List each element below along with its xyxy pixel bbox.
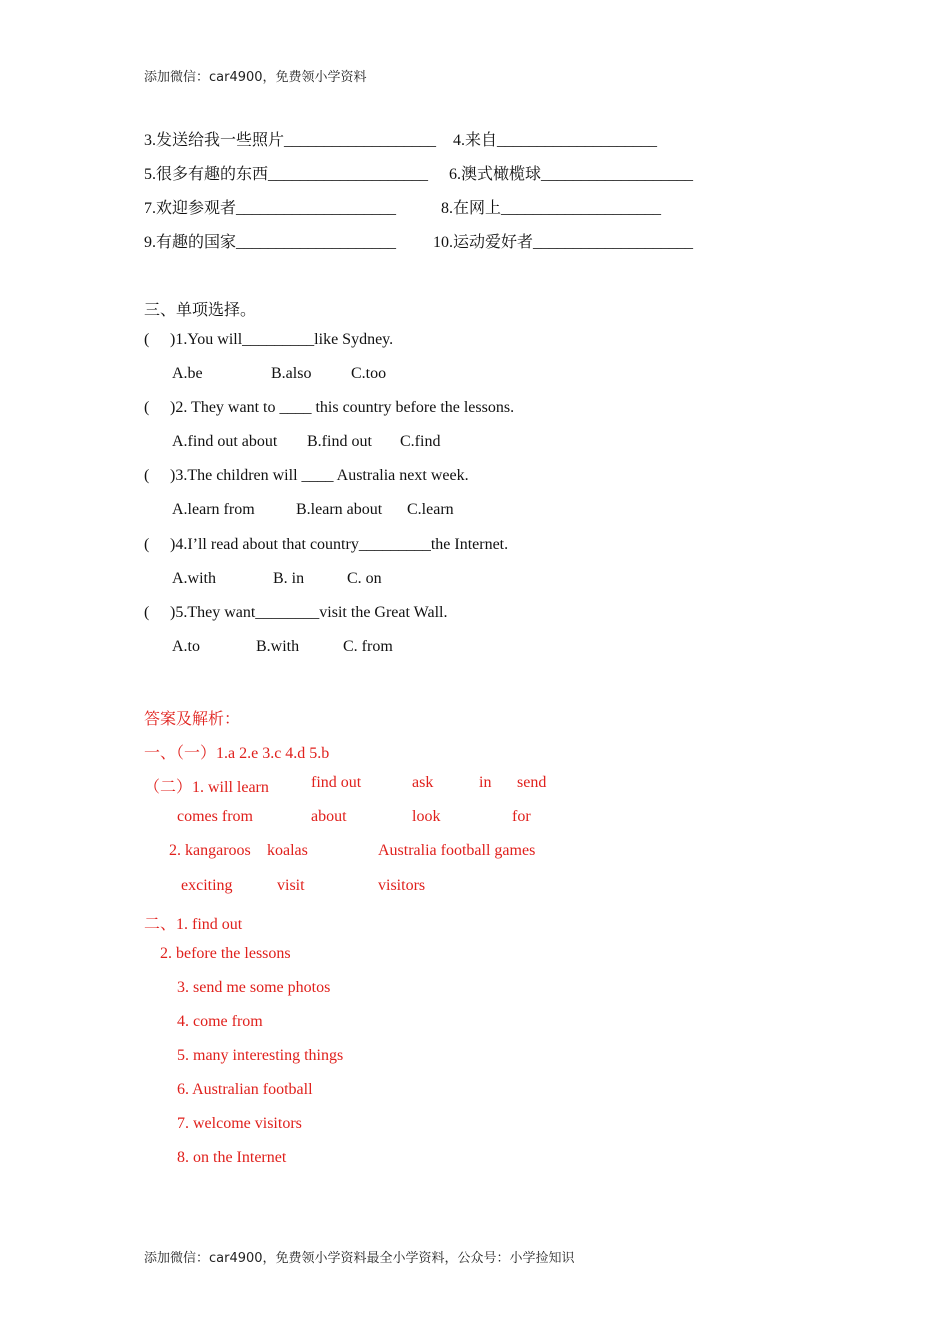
- answer-paren[interactable]: (: [144, 331, 150, 348]
- option-b[interactable]: B.find out: [307, 433, 372, 450]
- answer-paren[interactable]: (: [144, 604, 150, 621]
- answer-sec2-item: 3. send me some photos: [177, 979, 331, 996]
- option-b[interactable]: B. in: [273, 570, 305, 587]
- vocab-label: 6.澳式橄榄球: [449, 166, 542, 183]
- option-a[interactable]: A.learn from: [172, 501, 255, 518]
- answer-blank[interactable]: ___________________: [541, 166, 694, 183]
- answer-word: ask: [412, 774, 434, 791]
- answer-sec2-item: 8. on the Internet: [177, 1149, 287, 1166]
- vocab-item-9: [144, 229, 396, 252]
- vocab-item-6: [449, 161, 693, 184]
- option-c[interactable]: C.too: [351, 365, 387, 382]
- answer-paren[interactable]: (: [144, 536, 150, 553]
- vocab-item-8: [441, 195, 661, 218]
- vocab-item-5: [144, 161, 428, 184]
- answer-word: about: [311, 808, 347, 825]
- answer-blank[interactable]: ___________________: [284, 132, 437, 149]
- vocab-label: 9.有趣的国家: [144, 234, 237, 251]
- answer-sec2-item: 2. before the lessons: [160, 945, 291, 962]
- vocab-item-3: [144, 127, 436, 150]
- question-stem: )4.I’ll read about that country_________the Internet.: [170, 536, 509, 553]
- answer-word: look: [412, 808, 441, 825]
- answer-paren[interactable]: (: [144, 399, 150, 416]
- answer-sec2-item: 4. come from: [177, 1013, 263, 1030]
- option-b[interactable]: B.learn about: [296, 501, 383, 518]
- vocab-label: 3.发送给我一些照片: [144, 132, 285, 149]
- option-a[interactable]: A.find out about: [172, 433, 278, 450]
- question-stem: )2. They want to ____ this country before the lessons.: [170, 399, 515, 416]
- answer-part1: 一、（一）1.a 2.e 3.c 4.d 5.b: [144, 745, 330, 762]
- answer-blank[interactable]: ____________________: [533, 234, 694, 251]
- option-b[interactable]: B.with: [256, 638, 300, 655]
- answer-blank[interactable]: ____________________: [236, 200, 397, 217]
- option-c[interactable]: C.find: [400, 433, 441, 450]
- option-c[interactable]: C.learn: [407, 501, 454, 518]
- vocab-label: 5.很多有趣的东西: [144, 166, 269, 183]
- answer-sec2-label: 二、1. find out: [144, 916, 243, 933]
- option-b[interactable]: B.also: [271, 365, 312, 382]
- vocab-label: 10.运动爱好者: [433, 234, 534, 251]
- vocab-label: 4.来自: [453, 132, 498, 149]
- vocab-label: 7.欢迎参观者: [144, 200, 237, 217]
- option-a[interactable]: A.to: [172, 638, 200, 655]
- answer-word: for: [512, 808, 531, 825]
- option-c[interactable]: C. from: [343, 638, 393, 655]
- answer-sec2-item: 5. many interesting things: [177, 1047, 344, 1064]
- answer-word: send: [517, 774, 547, 791]
- answer-sec2-item: 6. Australian football: [177, 1081, 313, 1098]
- page-footer: 添加微信：car4900，免费领小学资料最全小学资料，公众号：小学捡知识: [144, 1251, 575, 1266]
- option-a[interactable]: A.be: [172, 365, 203, 382]
- answer-word: Australia football games: [378, 842, 536, 859]
- question-stem: )1.You will_________like Sydney.: [170, 331, 394, 348]
- vocab-item-4: [453, 127, 657, 150]
- question-stem: )5.They want________visit the Great Wall.: [170, 604, 448, 621]
- answer-word: 2. kangaroos: [169, 842, 251, 859]
- answer-word: find out: [311, 774, 362, 791]
- answer-part2-label: （二）1. will learn: [144, 779, 269, 796]
- answer-blank[interactable]: ____________________: [268, 166, 429, 183]
- question-stem: )3.The children will ____ Australia next week.: [170, 467, 469, 484]
- answer-blank[interactable]: ____________________: [236, 234, 397, 251]
- vocab-item-7: [144, 195, 396, 218]
- page-header: 添加微信：car4900，免费领小学资料: [144, 70, 367, 85]
- answer-key-title: 答案及解析：: [144, 711, 241, 728]
- answer-paren[interactable]: (: [144, 467, 150, 484]
- answer-word: visitors: [378, 877, 426, 894]
- answer-blank[interactable]: ____________________: [497, 132, 658, 149]
- answer-word: exciting: [181, 877, 233, 894]
- vocab-label: 8.在网上: [441, 200, 502, 217]
- answer-blank[interactable]: ____________________: [501, 200, 662, 217]
- option-a[interactable]: A.with: [172, 570, 216, 587]
- answer-word: comes from: [177, 808, 253, 825]
- answer-word: visit: [277, 877, 305, 894]
- vocab-item-10: [433, 229, 693, 252]
- answer-word: koalas: [267, 842, 308, 859]
- answer-word: in: [479, 774, 492, 791]
- section-title-multiple-choice: 三、单项选择。: [144, 302, 257, 319]
- option-c[interactable]: C. on: [347, 570, 382, 587]
- answer-sec2-item: 7. welcome visitors: [177, 1115, 302, 1132]
